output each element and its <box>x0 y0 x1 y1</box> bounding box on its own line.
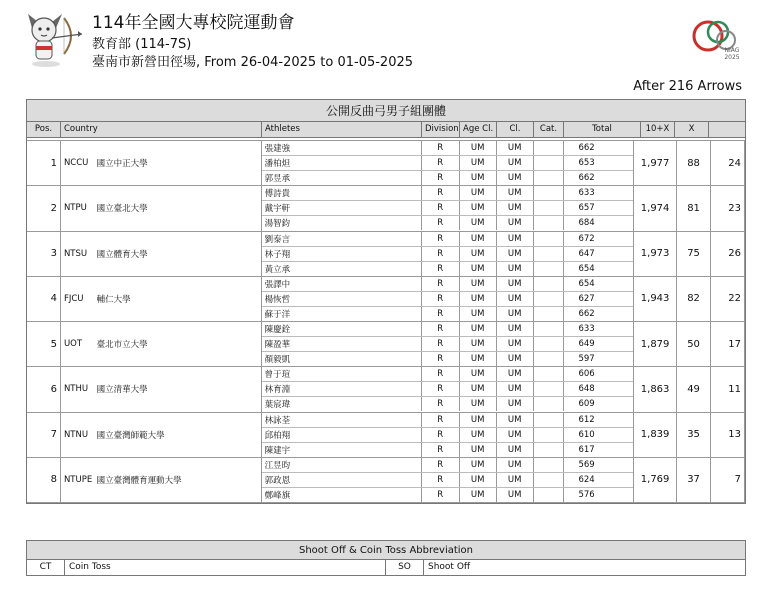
athlete-category <box>534 488 564 502</box>
team-total: 1,977 <box>634 141 677 185</box>
team-country <box>61 367 262 411</box>
athlete-row <box>262 443 633 457</box>
team-members <box>262 141 634 185</box>
team-country <box>61 232 262 276</box>
team-tens-x: 49 <box>677 367 711 411</box>
athlete-score: 657 <box>578 203 595 214</box>
athlete-name: 陳建宇 <box>262 443 422 457</box>
athlete-score: 627 <box>578 293 595 304</box>
athlete-row <box>262 262 633 276</box>
stage-label: After 216 Arrows <box>633 79 742 94</box>
athlete-row <box>262 171 633 185</box>
athlete-score: 662 <box>578 308 595 319</box>
team-total: 1,879 <box>634 322 677 366</box>
athlete-class: UM <box>497 292 534 306</box>
col-age-class: Age Cl. <box>460 122 497 137</box>
athlete-class: UM <box>497 186 534 200</box>
col-x: X <box>675 122 709 137</box>
team-x-count: 22 <box>711 277 745 321</box>
athlete-score: 612 <box>578 414 595 425</box>
team-list <box>27 141 745 503</box>
athlete-category <box>534 458 564 472</box>
athlete-division: R <box>422 397 460 411</box>
athlete-class: UM <box>497 141 534 155</box>
athlete-row <box>262 307 633 321</box>
athlete-category <box>534 186 564 200</box>
team-members <box>262 277 634 321</box>
athlete-category <box>534 443 564 457</box>
team-row <box>27 458 745 503</box>
athlete-category <box>534 367 564 381</box>
abbreviation-row <box>27 560 745 575</box>
team-country <box>61 141 262 185</box>
athlete-name: 林子翔 <box>262 247 422 261</box>
team-pos: 3 <box>27 232 61 276</box>
athlete-score: 609 <box>578 399 595 410</box>
athlete-category <box>534 292 564 306</box>
team-x-count: 17 <box>711 322 745 366</box>
athlete-name: 傅詩貴 <box>262 186 422 200</box>
athlete-name: 陳慶銓 <box>262 322 422 336</box>
col-athletes: Athletes <box>262 122 422 137</box>
athlete-division: R <box>422 458 460 472</box>
athlete-row <box>262 277 633 292</box>
athlete-row <box>262 141 633 156</box>
athlete-score: 662 <box>578 143 595 154</box>
athlete-class: UM <box>497 488 534 502</box>
team-code: FJCU <box>63 293 84 304</box>
athlete-category <box>534 232 564 246</box>
athlete-score: 569 <box>578 459 595 470</box>
athlete-name: 郭昱承 <box>262 171 422 185</box>
team-row <box>27 232 745 277</box>
athlete-class: UM <box>497 247 534 261</box>
team-pos: 4 <box>27 277 61 321</box>
team-total: 1,863 <box>634 367 677 411</box>
col-class: Cl. <box>497 122 534 137</box>
athlete-division: R <box>422 171 460 185</box>
athlete-division: R <box>422 382 460 396</box>
athlete-age-class: UM <box>460 367 497 381</box>
athlete-score: 654 <box>578 263 595 274</box>
col-spare <box>709 122 745 137</box>
team-x-count: 26 <box>711 232 745 276</box>
team-name: 國立臺灣體育運動大學 <box>96 475 182 486</box>
athlete-score: 610 <box>578 429 595 440</box>
team-code: UOT <box>63 339 83 350</box>
athlete-age-class: UM <box>460 262 497 276</box>
athlete-name: 黃立承 <box>262 262 422 276</box>
athlete-class: UM <box>497 201 534 215</box>
athlete-class: UM <box>497 216 534 230</box>
athlete-division: R <box>422 488 460 502</box>
team-row <box>27 322 745 367</box>
athlete-age-class: UM <box>460 337 497 351</box>
athlete-score: 576 <box>578 489 595 500</box>
athlete-row <box>262 473 633 488</box>
athlete-score: 648 <box>578 384 595 395</box>
athlete-name: 陳盈華 <box>262 337 422 351</box>
event-games-title: 114年全國大專校院運動會 <box>92 13 295 33</box>
niag-logo-word: NIAG <box>724 47 740 54</box>
athlete-score: 606 <box>578 369 595 380</box>
athlete-score: 672 <box>578 233 595 244</box>
col-pos: Pos. <box>27 122 61 137</box>
athlete-row <box>262 428 633 443</box>
team-name: 臺北市立大學 <box>96 340 148 351</box>
athlete-class: UM <box>497 473 534 487</box>
abbr-code-ct: CT <box>27 560 65 575</box>
athlete-class: UM <box>497 397 534 411</box>
team-total: 1,973 <box>634 232 677 276</box>
athlete-category <box>534 247 564 261</box>
athlete-age-class: UM <box>460 443 497 457</box>
team-x-count: 13 <box>711 413 745 457</box>
athlete-row <box>262 247 633 262</box>
team-country <box>61 277 262 321</box>
athlete-name: 顏毅凱 <box>262 352 422 366</box>
athlete-division: R <box>422 292 460 306</box>
athlete-category <box>534 337 564 351</box>
athlete-division: R <box>422 413 460 427</box>
athlete-name: 湯智鈞 <box>262 216 422 230</box>
athlete-name: 林育淵 <box>262 382 422 396</box>
athlete-age-class: UM <box>460 186 497 200</box>
athlete-age-class: UM <box>460 322 497 336</box>
athlete-score: 633 <box>578 324 595 335</box>
athlete-score: 647 <box>578 248 595 259</box>
athlete-age-class: UM <box>460 171 497 185</box>
team-total: 1,839 <box>634 413 677 457</box>
niag-2025-logo <box>688 14 744 62</box>
athlete-division: R <box>422 428 460 442</box>
team-members <box>262 458 634 502</box>
athlete-division: R <box>422 277 460 291</box>
team-name: 國立臺北大學 <box>96 204 148 215</box>
athlete-age-class: UM <box>460 216 497 230</box>
team-x-count: 11 <box>711 367 745 411</box>
athlete-score: 649 <box>578 339 595 350</box>
team-name: 國立體育大學 <box>96 249 148 260</box>
athlete-category <box>534 277 564 291</box>
athlete-row <box>262 322 633 337</box>
team-total: 1,769 <box>634 458 677 502</box>
athlete-category <box>534 307 564 321</box>
athlete-division: R <box>422 247 460 261</box>
athlete-row <box>262 292 633 307</box>
col-total: Total <box>564 122 641 137</box>
athlete-name: 張譯中 <box>262 277 422 291</box>
athlete-row <box>262 232 633 247</box>
athlete-name: 江昱昀 <box>262 458 422 472</box>
athlete-category <box>534 473 564 487</box>
athlete-age-class: UM <box>460 397 497 411</box>
athlete-name: 邱柏翔 <box>262 428 422 442</box>
athlete-division: R <box>422 262 460 276</box>
athlete-division: R <box>422 367 460 381</box>
athlete-row <box>262 397 633 411</box>
team-x-count: 7 <box>711 458 745 502</box>
athlete-class: UM <box>497 413 534 427</box>
athlete-age-class: UM <box>460 232 497 246</box>
team-name: 國立清華大學 <box>96 385 148 396</box>
athlete-name: 林詠荃 <box>262 413 422 427</box>
team-code: NTPU <box>63 203 87 214</box>
athlete-name: 楊恢哲 <box>262 292 422 306</box>
athlete-age-class: UM <box>460 488 497 502</box>
athlete-category <box>534 171 564 185</box>
athlete-class: UM <box>497 171 534 185</box>
athlete-category <box>534 156 564 170</box>
team-members <box>262 322 634 366</box>
athlete-division: R <box>422 232 460 246</box>
athlete-name: 郭政恩 <box>262 473 422 487</box>
athlete-row <box>262 382 633 397</box>
results-table <box>26 99 746 504</box>
athlete-division: R <box>422 473 460 487</box>
athlete-division: R <box>422 443 460 457</box>
athlete-row <box>262 337 633 352</box>
team-members <box>262 413 634 457</box>
team-x-count: 23 <box>711 186 745 230</box>
athlete-row <box>262 488 633 502</box>
athlete-division: R <box>422 141 460 155</box>
athlete-age-class: UM <box>460 458 497 472</box>
athlete-class: UM <box>497 352 534 366</box>
athlete-row <box>262 156 633 171</box>
team-members <box>262 186 634 230</box>
col-category: Cat. <box>534 122 564 137</box>
team-name: 國立中正大學 <box>96 159 148 170</box>
abbr-desc-ct: Coin Toss <box>65 560 386 575</box>
athlete-score: 662 <box>578 173 595 184</box>
niag-logo-year: 2025 <box>724 54 740 61</box>
athlete-age-class: UM <box>460 277 497 291</box>
athlete-class: UM <box>497 277 534 291</box>
athlete-division: R <box>422 322 460 336</box>
team-total: 1,974 <box>634 186 677 230</box>
team-pos: 8 <box>27 458 61 502</box>
athlete-age-class: UM <box>460 156 497 170</box>
mascot-logo <box>22 8 88 70</box>
abbr-code-so: SO <box>386 560 424 575</box>
athlete-class: UM <box>497 428 534 442</box>
athlete-category <box>534 413 564 427</box>
team-members <box>262 367 634 411</box>
athlete-category <box>534 141 564 155</box>
athlete-row <box>262 413 633 428</box>
athlete-name: 曾于瑄 <box>262 367 422 381</box>
col-tens-x: 10+X <box>641 122 675 137</box>
team-tens-x: 50 <box>677 322 711 366</box>
athlete-class: UM <box>497 307 534 321</box>
athlete-score: 633 <box>578 188 595 199</box>
athlete-age-class: UM <box>460 413 497 427</box>
athlete-age-class: UM <box>460 141 497 155</box>
event-title: 公開反曲弓男子組團體 <box>27 100 745 122</box>
team-code: NTSU <box>63 248 88 259</box>
athlete-score: 624 <box>578 474 595 485</box>
athlete-class: UM <box>497 322 534 336</box>
team-tens-x: 81 <box>677 186 711 230</box>
athlete-score: 684 <box>578 218 595 229</box>
team-code: NTUPE <box>63 474 93 485</box>
team-row <box>27 186 745 231</box>
abbreviation-title: Shoot Off & Coin Toss Abbreviation <box>27 541 745 560</box>
team-members <box>262 232 634 276</box>
athlete-row <box>262 186 633 201</box>
col-division: Division <box>422 122 460 137</box>
athlete-row <box>262 201 633 216</box>
athlete-name: 戴宇軒 <box>262 201 422 215</box>
team-tens-x: 35 <box>677 413 711 457</box>
athlete-category <box>534 352 564 366</box>
athlete-class: UM <box>497 337 534 351</box>
athlete-score: 597 <box>578 354 595 365</box>
athlete-division: R <box>422 186 460 200</box>
athlete-age-class: UM <box>460 352 497 366</box>
team-pos: 6 <box>27 367 61 411</box>
team-country <box>61 186 262 230</box>
team-pos: 7 <box>27 413 61 457</box>
team-row <box>27 413 745 458</box>
athlete-age-class: UM <box>460 473 497 487</box>
athlete-score: 617 <box>578 444 595 455</box>
athlete-class: UM <box>497 156 534 170</box>
athlete-row <box>262 216 633 230</box>
athlete-name: 葉宸瑋 <box>262 397 422 411</box>
athlete-age-class: UM <box>460 382 497 396</box>
team-code: NTNU <box>63 429 89 440</box>
athlete-name: 潘柏炟 <box>262 156 422 170</box>
athlete-category <box>534 201 564 215</box>
team-total: 1,943 <box>634 277 677 321</box>
team-name: 輔仁大學 <box>96 294 131 305</box>
athlete-division: R <box>422 216 460 230</box>
team-code: NTHU <box>63 384 89 395</box>
team-row <box>27 367 745 412</box>
athlete-class: UM <box>497 443 534 457</box>
athlete-row <box>262 367 633 382</box>
team-tens-x: 75 <box>677 232 711 276</box>
athlete-class: UM <box>497 367 534 381</box>
team-country <box>61 322 262 366</box>
team-pos: 1 <box>27 141 61 185</box>
team-pos: 5 <box>27 322 61 366</box>
abbr-desc-so: Shoot Off <box>428 562 471 572</box>
athlete-class: UM <box>497 232 534 246</box>
team-x-count: 24 <box>711 141 745 185</box>
athlete-name: 張建強 <box>262 141 422 155</box>
team-row <box>27 141 745 186</box>
column-header-row <box>27 122 745 138</box>
athlete-category <box>534 397 564 411</box>
athlete-division: R <box>422 337 460 351</box>
athlete-age-class: UM <box>460 292 497 306</box>
athlete-division: R <box>422 201 460 215</box>
athlete-score: 653 <box>578 158 595 169</box>
athlete-row <box>262 458 633 473</box>
col-country: Country <box>61 122 262 137</box>
team-tens-x: 82 <box>677 277 711 321</box>
team-country <box>61 413 262 457</box>
organizer-line: 教育部 (114-7S) <box>92 37 192 52</box>
athlete-name: 鄭峰旗 <box>262 488 422 502</box>
athlete-division: R <box>422 156 460 170</box>
athlete-age-class: UM <box>460 428 497 442</box>
team-tens-x: 37 <box>677 458 711 502</box>
athlete-category <box>534 428 564 442</box>
athlete-class: UM <box>497 262 534 276</box>
athlete-category <box>534 262 564 276</box>
athlete-category <box>534 216 564 230</box>
venue-dates-line: 臺南市新營田徑場, From 26-04-2025 to 01-05-2025 <box>92 55 414 70</box>
abbreviation-table <box>26 540 746 576</box>
athlete-age-class: UM <box>460 307 497 321</box>
team-tens-x: 88 <box>677 141 711 185</box>
team-pos: 2 <box>27 186 61 230</box>
athlete-division: R <box>422 307 460 321</box>
team-code: NCCU <box>63 158 89 169</box>
report-header <box>0 0 765 94</box>
team-row <box>27 277 745 322</box>
athlete-age-class: UM <box>460 247 497 261</box>
athlete-row <box>262 352 633 366</box>
team-name: 國立臺灣師範大學 <box>96 430 165 441</box>
athlete-class: UM <box>497 382 534 396</box>
athlete-class: UM <box>497 458 534 472</box>
team-country <box>61 458 262 502</box>
athlete-category <box>534 322 564 336</box>
athlete-name: 蘇于洋 <box>262 307 422 321</box>
athlete-division: R <box>422 352 460 366</box>
athlete-score: 654 <box>578 278 595 289</box>
athlete-category <box>534 382 564 396</box>
athlete-age-class: UM <box>460 201 497 215</box>
athlete-name: 劉泰言 <box>262 232 422 246</box>
